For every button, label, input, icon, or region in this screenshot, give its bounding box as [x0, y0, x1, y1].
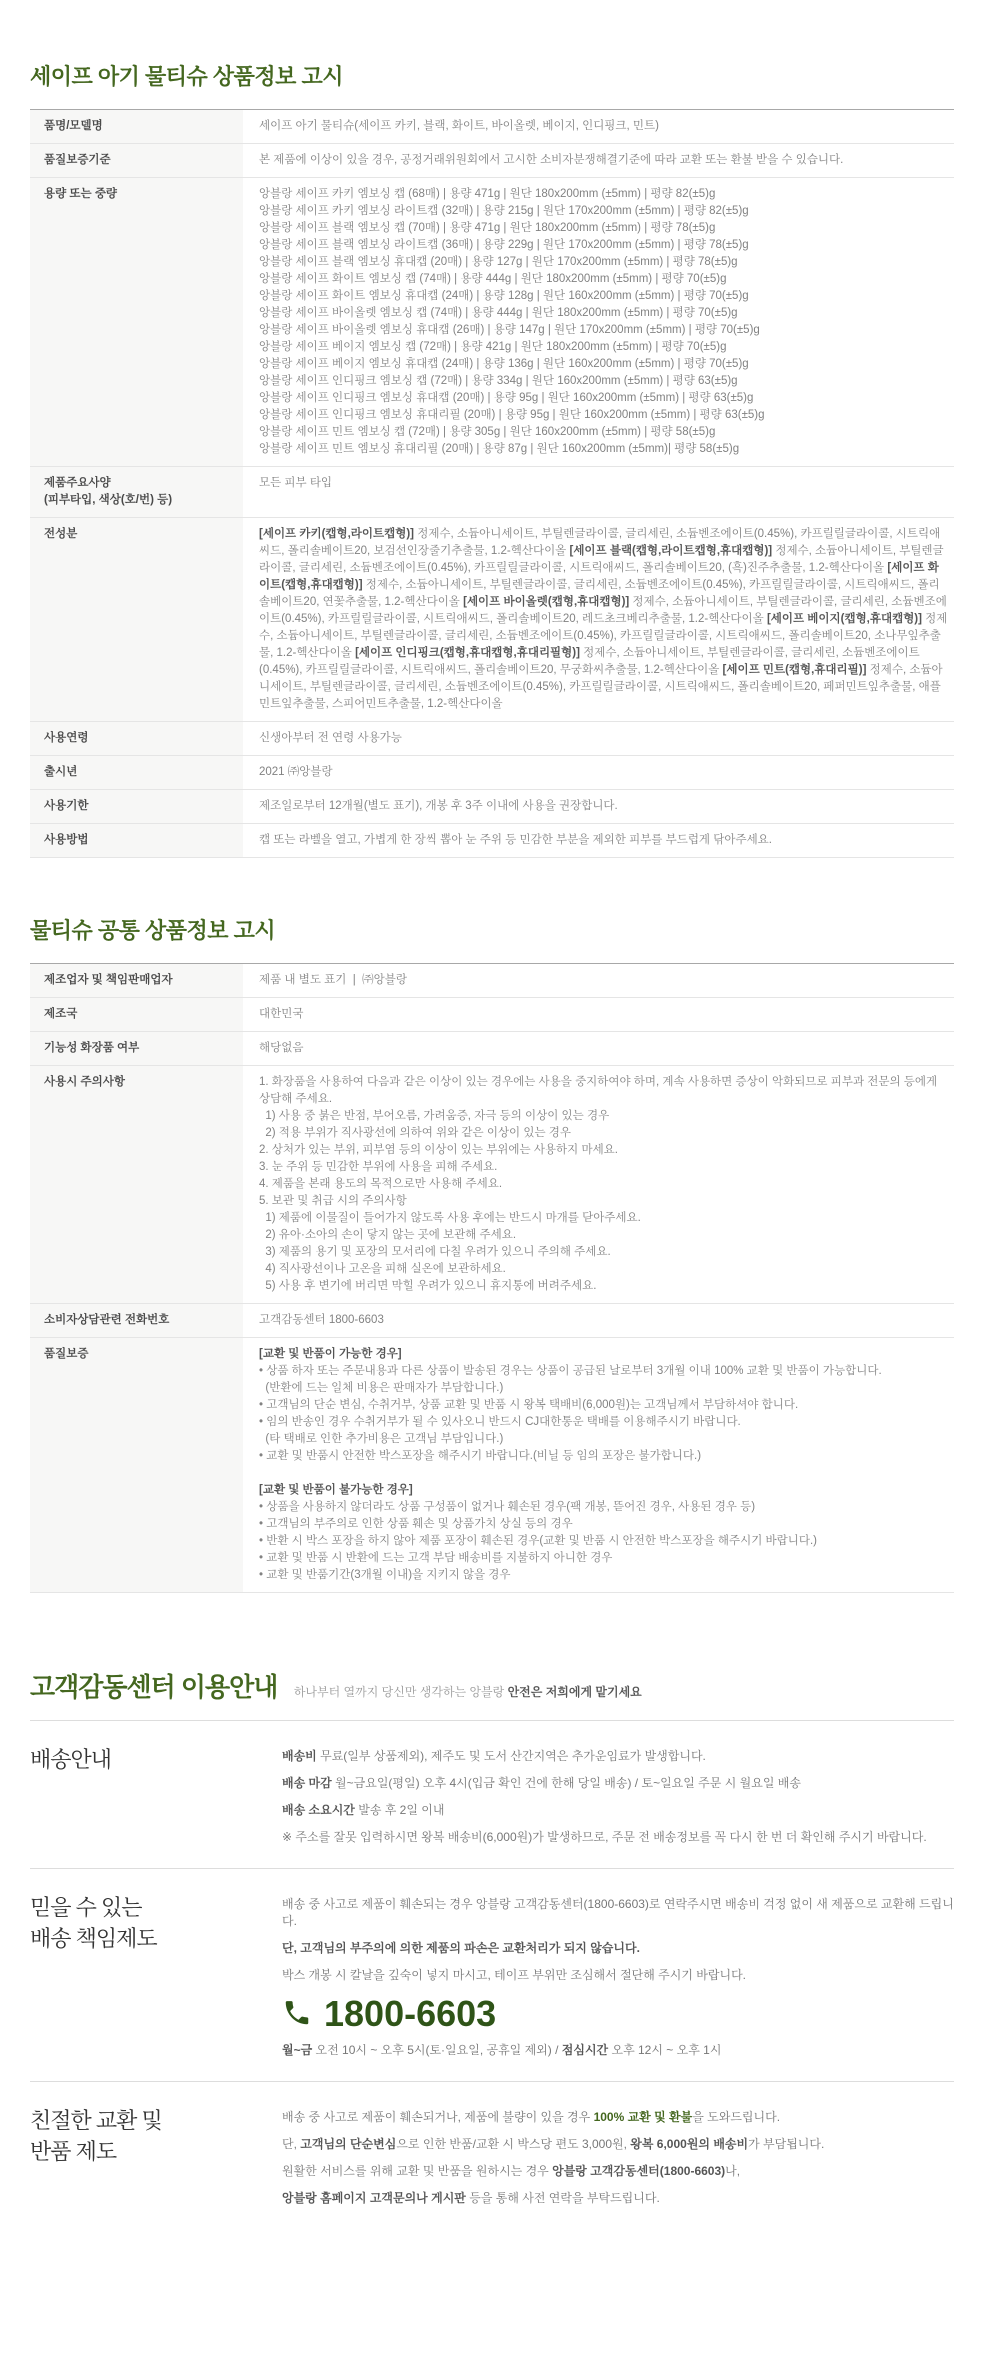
text-line [259, 271, 948, 288]
text-line [259, 1567, 948, 1584]
text-segment: 박스 개봉 시 칼날을 깊숙이 넣지 마시고, 테이프 부위만 조심해서 절단해 주시기 바랍니다. [282, 1968, 746, 1982]
text-segment: 앙블랑 세이프 카키 엠보싱 캡 (68매) | 용량 471g | 원단 180x200mm (±5mm) | 평량 82(±5)g [259, 188, 716, 200]
row-value [243, 998, 954, 1031]
text-line [259, 424, 948, 441]
text-segment: (반환에 드는 일체 비용은 판매자가 부담합니다.) [259, 1382, 504, 1394]
text-segment: 가 부담됩니다. [748, 2137, 825, 2151]
text-line [259, 1363, 948, 1380]
text-segment: 배송 마감 [282, 1776, 332, 1790]
text-line [259, 1482, 948, 1499]
text-segment: 점심시간 [561, 2043, 609, 2057]
text-line [259, 186, 948, 203]
text-segment: 4. 제품을 본래 용도의 목적으로만 사용해 주세요. [259, 1178, 503, 1190]
service-label-line: 믿을 수 있는 [30, 1895, 142, 1920]
text-segment: 정제수, 소듐아니세이트, 부틸렌글라이콜, 글리세린, 소듐벤조에이트(0.45%), 카프릴릴글라이콜, 시트릭애씨드, 폴리솔베이트20, 보검선인장줄기추출물, 1.2-헥산다이올 [259, 528, 941, 557]
text-segment: 정제수, 소듐아니세이트, 부틸렌글라이콜, 글리세린, 소듐벤조에이트(0.45%), 카프릴릴글라이콜, 시트릭애씨드, 폴리솔베이트20, (흑)진주추출물, 1.2-헥산다이올 [259, 545, 944, 574]
row-value [243, 518, 954, 721]
text-line [259, 356, 948, 373]
service-label-line: 친절한 교환 및 [30, 2108, 162, 2133]
row-label [30, 518, 243, 721]
product-row-1 [30, 143, 954, 177]
row-label [30, 1066, 243, 1303]
service-label-line: 반품 제도 [30, 2138, 117, 2164]
service-label-line: 배송안내 [30, 1747, 112, 1772]
text-segment: • 반환 시 박스 포장을 하지 않아 제품 포장이 훼손된 경우(교환 및 반품 시 안전한 박스포장을 해주시기 바랍니다.) [259, 1535, 817, 1547]
phone-line [282, 1992, 954, 2034]
row-value [243, 1304, 954, 1337]
common-notice-title: 물티슈 공통 상품정보 고시 [30, 918, 276, 943]
text-segment: 무료(일부 상품제외), 제주도 및 도서 산간지역은 추가운임료가 발생합니다. [316, 1749, 706, 1763]
text-segment: 배송비 [282, 1749, 317, 1763]
text-segment: 앙블랑 세이프 인디핑크 엠보싱 휴대캡 (20매) | 용량 95g | 원단 160x200mm (±5mm) | 평량 63(±5)g [259, 392, 754, 404]
text-segment: 1. 화장품을 사용하여 다음과 같은 이상이 있는 경우에는 사용을 중지하여야 하며, 계속 사용하면 증상이 악화되므로 피부과 전문의 등에게 상담해 주세요. [259, 1076, 941, 1105]
text-segment: 앙블랑 세이프 화이트 엠보싱 휴대캡 (24매) | 용량 128g | 원단 160x200mm (±5mm) | 평량 70(±5)g [259, 290, 749, 302]
text-line [259, 1176, 948, 1193]
text-segment: 원활한 서비스를 위해 교환 및 반품을 원하시는 경우 [282, 2164, 553, 2178]
service-block-0 [30, 1720, 954, 1868]
text-line [259, 1465, 948, 1482]
text-line [259, 1550, 948, 1567]
text-line [259, 1261, 948, 1278]
row-label-line: (피부타입, 색상(호/번) 등) [44, 494, 173, 506]
text-segment: 2) 유아·소아의 손이 닿지 않는 곳에 보관해 주세요. [259, 1229, 517, 1241]
text-line [259, 441, 948, 458]
service-paragraph [282, 2190, 954, 2207]
row-label-line: 품질보증 [44, 1348, 89, 1360]
text-segment: 앙블랑 세이프 민트 엠보싱 휴대리필 (20매) | 용량 87g | 원단 160x200mm (±5mm)| 평량 58(±5)g [259, 443, 740, 455]
product-info-table [30, 109, 954, 858]
text-line [259, 305, 948, 322]
phone-icon [282, 1998, 312, 2028]
row-label-line: 사용방법 [44, 834, 89, 846]
common-row-1 [30, 997, 954, 1031]
service-center-subtitle [294, 1685, 642, 1699]
text-line [259, 764, 948, 781]
row-label [30, 722, 243, 755]
row-label-line: 제조국 [44, 1008, 78, 1020]
service-paragraph [282, 1967, 954, 1984]
text-line [259, 730, 948, 747]
text-segment: 앙블랑 세이프 카키 엠보싱 라이트캡 (32매) | 용량 215g | 원단 170x200mm (±5mm) | 평량 82(±5)g [259, 205, 749, 217]
text-line [259, 118, 948, 135]
row-value [243, 110, 954, 143]
text-line [259, 220, 948, 237]
product-row-2 [30, 177, 954, 466]
section-service-center [30, 1667, 954, 2229]
service-block-1 [30, 1868, 954, 2081]
row-value [243, 756, 954, 789]
text-segment: • 교환 및 반품시 안전한 박스포장을 해주시기 바랍니다.(비닐 등 임의 포장은 불가합니다.) [259, 1450, 702, 1462]
row-paragraph [259, 526, 948, 713]
text-segment: 본 제품에 이상이 있을 경우, 공정거래위원회에서 고시한 소비자분쟁해결기준에 따라 교환 또는 환불 받을 수 있습니다. [259, 154, 844, 166]
text-segment: 앙블랑 세이프 블랙 엠보싱 라이트캡 (36매) | 용량 229g | 원단 170x200mm (±5mm) | 평량 78(±5)g [259, 239, 749, 251]
service-paragraph [282, 1896, 954, 1930]
common-row-0 [30, 964, 954, 997]
common-row-2 [30, 1031, 954, 1065]
text-segment: 나, [725, 2164, 741, 2178]
service-center-rows [30, 1720, 954, 2229]
section-product-notice [30, 60, 954, 858]
text-segment: 오전 10시 ~ 오후 5시(토·일요일, 공휴일 제외) / [312, 2043, 562, 2057]
text-segment: 정제수, 소듐아니세이트, 부틸렌글라이콜, 글리세린, 소듐벤조에이트(0.45%), 카프릴릴글라이콜, 시트릭애씨드, 폴리솔베이트20, 레드초크베리추출물, 1.2-헥산다이올 [259, 596, 947, 625]
text-segment: 앙블랑 세이프 민트 엠보싱 캡 (72매) | 용량 305g | 원단 160x200mm (±5mm) | 평량 58(±5)g [259, 426, 716, 438]
text-segment: • 교환 및 반품 시 반환에 드는 고객 부담 배송비를 지불하지 아니한 경우 [259, 1552, 613, 1564]
row-label-line: 출시년 [44, 766, 78, 778]
service-center-header [30, 1667, 954, 1704]
text-line [259, 1125, 948, 1142]
text-segment: 앙블랑 세이프 바이올렛 엠보싱 휴대캡 (26매) | 용량 147g | 원단 170x200mm (±5mm) | 평량 70(±5)g [259, 324, 760, 336]
text-line [259, 1227, 948, 1244]
text-segment: 앙블랑 세이프 화이트 엠보싱 캡 (74매) | 용량 444g | 원단 180x200mm (±5mm) | 평량 70(±5)g [259, 273, 727, 285]
text-segment: 등을 통해 사전 연락을 부탁드립니다. [465, 2191, 660, 2205]
service-block-body [282, 1893, 954, 2059]
service-block-2 [30, 2081, 954, 2229]
text-segment: [세이프 카키(캡형,라이트캡형)] [259, 528, 415, 540]
service-paragraph [282, 1775, 954, 1792]
text-line [259, 390, 948, 407]
text-segment: 모든 피부 타입 [259, 477, 333, 489]
section-common-notice [30, 914, 954, 1593]
product-row-3 [30, 466, 954, 517]
subtitle-plain: 하나부터 열까지 당신만 생각하는 앙블랑 [293, 1685, 505, 1699]
text-segment: 앙블랑 세이프 바이올렛 엠보싱 캡 (74매) | 용량 444g | 원단 180x200mm (±5mm) | 평량 70(±5)g [259, 307, 738, 319]
service-block-body [282, 1745, 954, 1846]
text-line [259, 1210, 948, 1227]
text-segment: 정제수, 소듐아니세이트, 부틸렌글라이콜, 글리세린, 소듐벤조에이트(0.45%), 카프릴릴글라이콜, 시트릭애씨드, 폴리솔베이트20, 무궁화씨추출물, 1.2-헥산다이올 [259, 647, 920, 676]
text-segment: 3. 눈 주위 등 민감한 부위에 사용을 피해 주세요. [259, 1161, 498, 1173]
text-segment: 제품 내 별도 표기 | ㈜앙블랑 [259, 974, 407, 986]
text-segment: 월~금 [282, 2043, 313, 2057]
text-line [259, 1431, 948, 1448]
row-label [30, 1032, 243, 1065]
text-segment: 2. 상처가 있는 부위, 피부염 등의 이상이 있는 부위에는 사용하지 마세요. [259, 1144, 618, 1156]
row-label-line: 사용연령 [44, 732, 89, 744]
text-segment: 단, [282, 2137, 301, 2151]
text-segment: 세이프 아기 물티슈(세이프 카키, 블랙, 화이트, 바이올렛, 베이지, 인디핑크, 민트) [259, 120, 659, 132]
text-line [259, 339, 948, 356]
product-notice-title: 세이프 아기 물티슈 상품정보 고시 [30, 64, 343, 89]
text-segment: 5. 보관 및 취급 시의 주의사항 [259, 1195, 407, 1207]
text-segment: 을 도와드립니다. [692, 2110, 781, 2124]
row-value [243, 964, 954, 997]
text-line [259, 237, 948, 254]
product-row-6 [30, 755, 954, 789]
text-segment: 제조일로부터 12개월(별도 표기), 개봉 후 3주 이내에 사용을 권장합니다. [259, 800, 618, 812]
text-segment: 1) 사용 중 붉은 반점, 부어오름, 가려움증, 자극 등의 이상이 있는 경우 [259, 1110, 610, 1122]
text-segment: 앙블랑 세이프 블랙 엠보싱 휴대캡 (20매) | 용량 127g | 원단 170x200mm (±5mm) | 평량 78(±5)g [259, 256, 738, 268]
text-segment: 정제수, 소듐아니세이트, 부틸렌글라이콜, 글리세린, 소듐벤조에이트(0.45%), 카프릴릴글라이콜, 시트릭애씨드, 폴리솔베이트20, 연꽃추출물, 1.2-헥산다이올 [259, 579, 940, 608]
row-label [30, 790, 243, 823]
row-label-line: 제품주요사양 [44, 477, 111, 489]
text-line [259, 972, 948, 989]
row-value [243, 144, 954, 177]
text-segment: 1) 제품에 이물질이 들어가지 않도록 사용 후에는 반드시 마개를 닫아주세요. [259, 1212, 641, 1224]
row-label-line: 사용기한 [44, 800, 89, 812]
service-block-label [30, 1893, 282, 2059]
text-segment: 앙블랑 세이프 인디핑크 엠보싱 캡 (72매) | 용량 334g | 원단 160x200mm (±5mm) | 평량 63(±5)g [259, 375, 738, 387]
row-value [243, 722, 954, 755]
common-row-5 [30, 1337, 954, 1592]
product-row-0 [30, 110, 954, 143]
product-row-7 [30, 789, 954, 823]
text-line [259, 1414, 948, 1431]
text-segment: 앙블랑 세이프 베이지 엠보싱 캡 (72매) | 용량 421g | 원단 180x200mm (±5mm) | 평량 70(±5)g [259, 341, 727, 353]
row-value [243, 790, 954, 823]
text-segment: 앙블랑 세이프 블랙 엠보싱 캡 (70매) | 용량 471g | 원단 180x200mm (±5mm) | 평량 78(±5)g [259, 222, 716, 234]
text-segment: 고객님의 단순변심 [300, 2137, 397, 2151]
text-line [259, 832, 948, 849]
service-paragraph [282, 2163, 954, 2180]
text-line [259, 1244, 948, 1261]
row-value [243, 1066, 954, 1303]
service-paragraph [282, 2109, 954, 2126]
text-line [259, 1516, 948, 1533]
text-segment: 정제수, 소듐아니세이트, 부틸렌글라이콜, 글리세린, 소듐벤조에이트(0.45%), 카프릴릴글라이콜, 시트릭애씨드, 폴리솔베이트20, 소나무잎추출물, 1.2-헥산다이올 [259, 613, 948, 659]
text-segment: 배송 중 사고로 제품이 훼손되거나, 제품에 불량이 있을 경우 [282, 2110, 594, 2124]
text-segment: 대한민국 [259, 1008, 304, 1020]
text-segment: • 교환 및 반품기간(3개월 이내)을 지키지 않을 경우 [259, 1569, 511, 1581]
text-segment: 정제수, 소듐아니세이트, 부틸렌글라이콜, 글리세린, 소듐벤조에이트(0.45%), 카프릴릴글라이콜, 시트릭애씨드, 폴리솔베이트20, 페퍼민트잎추출물, 애플민트잎추출물, 스피어민트추출물, 1.2-헥산다이올 [259, 664, 943, 710]
row-label [30, 824, 243, 857]
text-line [259, 254, 948, 271]
text-line [259, 152, 948, 169]
text-segment: • 고객님의 부주의로 인한 상품 훼손 및 상품가치 상실 등의 경우 [259, 1518, 573, 1530]
text-segment: 앙블랑 세이프 인디핑크 엠보싱 휴대리필 (20매) | 용량 95g | 원단 160x200mm (±5mm) | 평량 63(±5)g [259, 409, 765, 421]
text-line [259, 1006, 948, 1023]
text-line [259, 1142, 948, 1159]
text-segment: [세이프 베이지(캡형,휴대캡형)] [766, 613, 922, 625]
text-segment: 2021 ㈜앙블랑 [259, 766, 333, 778]
text-segment: • 고객님의 단순 변심, 수취거부, 상품 교환 및 반품 시 왕복 택배비(6,000원)는 고객님께서 부담하셔야 합니다. [259, 1399, 799, 1411]
text-line [259, 1074, 948, 1108]
text-segment: 단, 고객님의 부주의에 의한 제품의 파손은 교환처리가 되지 않습니다. [282, 1941, 640, 1955]
text-segment: [세이프 바이올렛(캡형,휴대캡형)] [463, 596, 630, 608]
text-line [259, 1193, 948, 1210]
row-label [30, 144, 243, 177]
text-segment: 해당없음 [259, 1042, 304, 1054]
text-line [259, 1312, 948, 1329]
row-label-line: 용량 또는 중량 [44, 188, 118, 200]
text-segment: 발송 후 2일 이내 [354, 1803, 445, 1817]
common-info-table [30, 963, 954, 1593]
text-segment: [세이프 화이트(캡형,휴대캡형)] [259, 562, 939, 591]
row-label-line: 품명/모델명 [44, 120, 103, 132]
row-label-line: 전성분 [44, 528, 78, 540]
service-paragraph [282, 1748, 954, 1765]
row-label [30, 467, 243, 517]
text-line [259, 475, 948, 492]
subtitle-bold: 안전은 저희에게 맡기세요 [507, 1685, 642, 1699]
service-block-label [30, 2106, 282, 2207]
text-segment: • 임의 반송인 경우 수취거부가 될 수 있사오니 반드시 CJ대한통운 택배를 이용해주시기 바랍니다. [259, 1416, 741, 1428]
text-line [259, 1346, 948, 1363]
service-paragraph [282, 2136, 954, 2153]
row-value [243, 824, 954, 857]
product-row-5 [30, 721, 954, 755]
text-line [259, 1533, 948, 1550]
text-segment: 앙블랑 세이프 베이지 엠보싱 휴대캡 (24매) | 용량 136g | 원단 160x200mm (±5mm) | 평량 70(±5)g [259, 358, 749, 370]
text-line [259, 1448, 948, 1465]
text-segment: [세이프 인디핑크(캡형,휴대캡형,휴대리필형)] [355, 647, 580, 659]
text-segment: [세이프 블랙(캡형,라이트캡형,휴대캡형)] [569, 545, 773, 557]
text-segment: [교환 및 반품이 가능한 경우] [259, 1348, 402, 1360]
text-line [259, 1278, 948, 1295]
text-segment: 으로 인한 반품/교환 시 박스당 편도 3,000원, [396, 2137, 631, 2151]
common-row-4 [30, 1303, 954, 1337]
text-segment: [교환 및 반품이 불가능한 경우] [259, 1484, 413, 1496]
product-row-8 [30, 823, 954, 857]
text-line [259, 1397, 948, 1414]
text-line [259, 373, 948, 390]
row-label-line: 소비자상담관련 전화번호 [44, 1314, 170, 1326]
service-hours [282, 2042, 954, 2059]
row-label [30, 756, 243, 789]
text-line [259, 322, 948, 339]
text-line [259, 1499, 948, 1516]
row-label [30, 998, 243, 1031]
text-line [259, 1380, 948, 1397]
row-value [243, 467, 954, 517]
text-segment: [세이프 민트(캡형,휴대리필)] [722, 664, 867, 676]
text-line [259, 798, 948, 815]
text-line [259, 203, 948, 220]
row-label [30, 178, 243, 466]
text-segment: 캡 또는 라벨을 열고, 가볍게 한 장씩 뽑아 눈 주위 등 민감한 부분을 제외한 피부를 부드럽게 닦아주세요. [259, 834, 772, 846]
text-line [259, 288, 948, 305]
text-segment: 고객감동센터 1800-6603 [259, 1314, 384, 1326]
text-segment: 3) 제품의 용기 및 포장의 모서리에 다칠 우려가 있으니 주의해 주세요. [259, 1246, 611, 1258]
service-block-label [30, 1745, 282, 1846]
phone-number: 1800-6603 [324, 1992, 497, 2034]
row-value [243, 1032, 954, 1065]
text-segment: • 상품 하자 또는 주문내용과 다른 상품이 발송된 경우는 상품이 공급된 날로부터 3개월 이내 100% 교환 및 반품이 가능합니다. [259, 1365, 882, 1377]
service-paragraph [282, 1940, 954, 1957]
text-segment: 앙블랑 홈페이지 고객문의나 게시판 [282, 2191, 466, 2205]
service-paragraph [282, 1802, 954, 1819]
text-segment: 2) 적용 부위가 직사광선에 의하여 위와 같은 이상이 있는 경우 [259, 1127, 571, 1139]
text-segment: (타 택배로 인한 추가비용은 고객님 부담입니다.) [259, 1433, 504, 1445]
text-line [259, 1159, 948, 1176]
text-segment: 배송 중 사고로 제품이 훼손되는 경우 앙블랑 고객감동센터(1800-6603)로 연락주시면 배송비 걱정 없이 새 제품으로 교환해 드립니다. [282, 1897, 954, 1928]
service-center-title: 고객감동센터 이용안내 [30, 1672, 278, 1702]
text-line [259, 1108, 948, 1125]
row-label [30, 964, 243, 997]
service-block-body [282, 2106, 954, 2207]
text-segment: 오후 12시 ~ 오후 1시 [608, 2043, 722, 2057]
row-label [30, 1338, 243, 1592]
row-label-line: 사용시 주의사항 [44, 1076, 125, 1088]
text-segment: • 상품을 사용하지 않더라도 상품 구성품이 없거나 훼손된 경우(팩 개봉, 뜯어진 경우, 사용된 경우 등) [259, 1501, 756, 1513]
service-paragraph [282, 1829, 954, 1846]
product-row-4 [30, 517, 954, 721]
text-segment: 4) 직사광선이나 고온을 피해 실온에 보관하세요. [259, 1263, 506, 1275]
service-label-line: 배송 책임제도 [30, 1925, 157, 1951]
row-label [30, 1304, 243, 1337]
text-segment: ※ 주소를 잘못 입력하시면 왕복 배송비(6,000원)가 발생하므로, 주문 전 배송정보를 꼭 다시 한 번 더 확인해 주시기 바랍니다. [282, 1830, 927, 1844]
row-value [243, 1338, 954, 1592]
text-line [259, 407, 948, 424]
text-segment: 5) 사용 후 변기에 버리면 막힐 우려가 있으니 휴지통에 버려주세요. [259, 1280, 597, 1292]
text-line [259, 1040, 948, 1057]
text-segment: 100% 교환 및 환불 [593, 2110, 693, 2124]
text-segment: 신생아부터 전 연령 사용가능 [259, 732, 402, 744]
common-row-3 [30, 1065, 954, 1303]
row-label-line: 제조업자 및 책임판매업자 [44, 974, 173, 986]
row-label-line: 품질보증기준 [44, 154, 111, 166]
row-label [30, 110, 243, 143]
row-label-line: 기능성 화장품 여부 [44, 1042, 140, 1054]
row-value [243, 178, 954, 466]
text-segment: 앙블랑 고객감동센터(1800-6603) [552, 2164, 726, 2178]
text-segment: 배송 소요시간 [282, 1803, 355, 1817]
text-segment: 왕복 6,000원의 배송비 [630, 2137, 749, 2151]
text-segment: 월~금요일(평일) 오후 4시(입금 확인 건에 한해 당일 배송) / 토~일요일 주문 시 월요일 배송 [331, 1776, 801, 1790]
